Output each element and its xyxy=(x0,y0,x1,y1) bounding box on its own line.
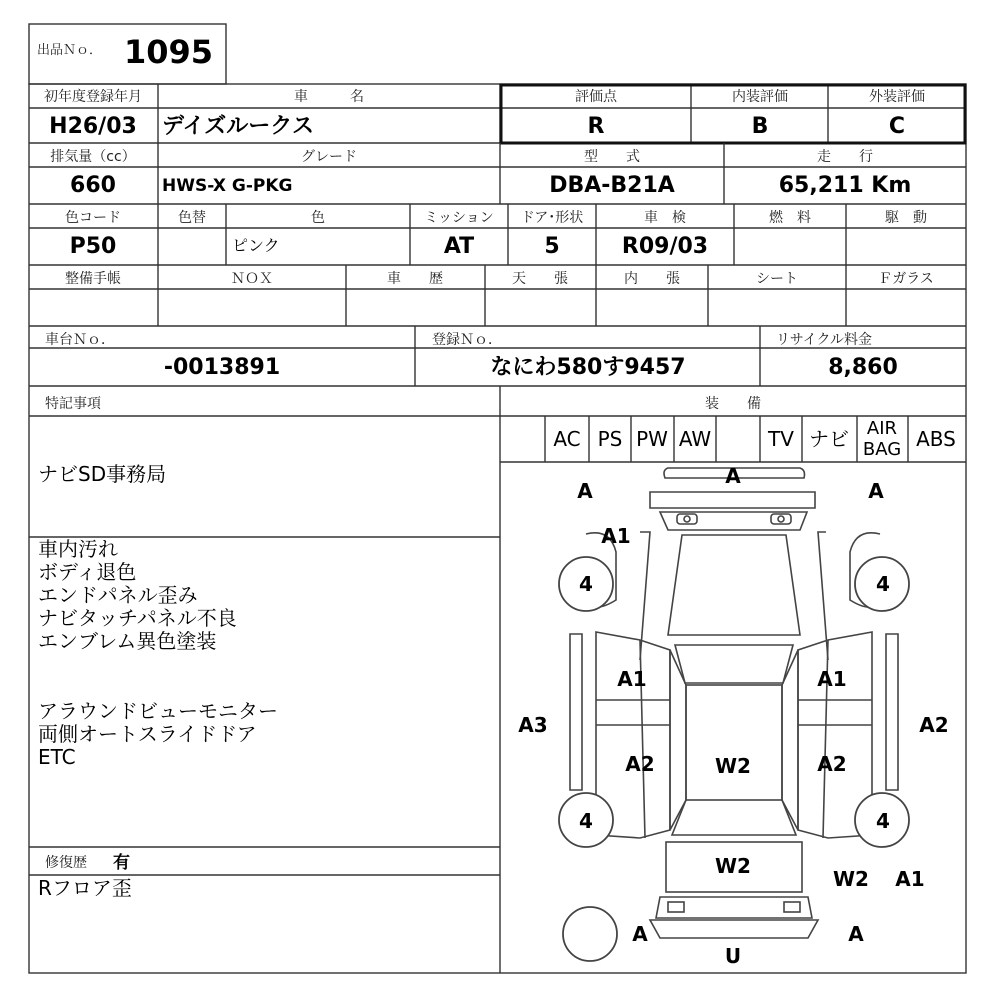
damage-rear-bottom: U xyxy=(724,944,742,968)
inspection-value: R09/03 xyxy=(621,234,709,259)
inspection-label: 車 検 xyxy=(644,210,686,226)
damage-door-right-lower: A2 xyxy=(817,752,847,776)
history-label: 車 歴 xyxy=(387,271,443,287)
plate-value: なにわ580す9457 xyxy=(490,355,686,380)
nox-label: ＮＯＸ xyxy=(231,271,273,287)
notes-label: 特記事項 xyxy=(45,396,101,412)
notes-line: エンドパネル歪み xyxy=(38,583,198,607)
damage-front-left: A xyxy=(577,479,593,503)
equipment-item-abs: ABS xyxy=(916,427,956,451)
damage-tire-rear-left: 4 xyxy=(579,809,593,833)
door-label: ドア･形状 xyxy=(520,210,584,226)
equipment-item-navi: ナビ xyxy=(809,427,849,451)
plate-label: 登録Ｎｏ． xyxy=(432,332,502,348)
damage-tire-front-left: 4 xyxy=(579,572,593,596)
equipment-item-ps: PS xyxy=(597,427,623,451)
recycle-value: 8,860 xyxy=(828,355,898,380)
recycle-label: リサイクル料金 xyxy=(776,332,873,348)
equipment-item-airbag: AIR BAG xyxy=(862,418,902,460)
notes-line: 両側オートスライドドア xyxy=(38,722,257,746)
reg-year: H26/03 xyxy=(49,114,137,139)
grade-value: HWS-X G-PKG xyxy=(162,176,293,196)
interior-value: B xyxy=(751,114,769,139)
color-code-value: P50 xyxy=(69,234,117,259)
notes-line: ナビタッチパネル不良 xyxy=(38,606,237,630)
car-name-label: 車 名 xyxy=(294,89,364,105)
drive-label: 駆 動 xyxy=(885,210,927,226)
repair-value: 有 xyxy=(113,853,130,873)
mission-value: AT xyxy=(443,234,475,259)
notes-line: アラウンドビューモニター xyxy=(38,699,278,723)
notes-list-a xyxy=(38,537,237,653)
color-code-label: 色コード xyxy=(65,210,121,226)
reg-year-label: 初年度登録年月 xyxy=(44,89,142,105)
ceiling-label: 天 張 xyxy=(512,271,568,287)
notes-top-line: ナビSD事務局 xyxy=(38,462,167,486)
exterior-value: C xyxy=(888,114,906,139)
grade-label: グレード xyxy=(301,149,357,165)
notes-line: ETC xyxy=(38,745,76,769)
damage-side-right: A2 xyxy=(919,713,949,737)
chassis-value: -0013891 xyxy=(163,355,281,380)
chassis-label: 車台Ｎｏ． xyxy=(45,332,115,348)
sheet-frame xyxy=(29,84,966,973)
car-name: デイズルークス xyxy=(162,114,315,139)
exterior-label: 外装評価 xyxy=(869,89,925,105)
damage-rear-glass: W2 xyxy=(715,854,751,878)
score-value: R xyxy=(587,114,605,139)
damage-door-left-upper: A1 xyxy=(617,667,647,691)
color-value: ピンク xyxy=(232,236,280,255)
damage-front-right: A xyxy=(868,479,884,503)
damage-rear-right-w: W2 xyxy=(833,867,869,891)
fglass-label: Ｆガラス xyxy=(878,271,934,287)
interior-label: 内装評価 xyxy=(732,89,788,105)
door-value: 5 xyxy=(544,234,560,259)
equipment-item-ac: AC xyxy=(553,427,581,451)
notes-list-b xyxy=(38,699,278,769)
inner-label: 内 張 xyxy=(624,271,680,287)
equipment-item-aw: AW xyxy=(678,427,712,451)
damage-tire-front-right: 4 xyxy=(876,572,890,596)
damage-door-right-upper: A1 xyxy=(817,667,847,691)
notes-line: 車内汚れ xyxy=(38,537,118,561)
displacement-label: 排気量（cc） xyxy=(50,149,136,165)
equipment-item-pw: PW xyxy=(636,427,668,451)
model-value: DBA-B21A xyxy=(549,173,675,198)
service-book-label: 整備手帳 xyxy=(65,271,121,287)
damage-rear-left: A xyxy=(632,922,648,946)
notes-line: ボディ退色 xyxy=(38,560,137,584)
damage-rear-right: A xyxy=(848,922,864,946)
score-label: 評価点 xyxy=(575,89,617,105)
equipment-label: 装 備 xyxy=(705,396,761,412)
damage-door-left-lower: A2 xyxy=(625,752,655,776)
damage-side-left: A3 xyxy=(518,713,548,737)
lot-label: 出品Ｎｏ． xyxy=(37,43,103,58)
model-label: 型 式 xyxy=(584,149,640,165)
lot-number: 1095 xyxy=(124,33,214,71)
fuel-label: 燃 料 xyxy=(769,210,811,226)
notes-line: エンブレム異色塗装 xyxy=(38,629,217,653)
mileage-label: 走 行 xyxy=(817,149,873,165)
color-label: 色 xyxy=(311,210,325,226)
equipment-item-tv: TV xyxy=(768,427,794,451)
damage-tire-rear-right: 4 xyxy=(876,809,890,833)
repair-detail: Rフロア歪 xyxy=(38,876,132,900)
damage-rear-right-a: A1 xyxy=(895,867,925,891)
damage-front-fender: A1 xyxy=(601,524,631,548)
repaint-label: 色替 xyxy=(178,210,206,226)
mission-label: ミッション xyxy=(424,210,494,226)
repair-label: 修復歴 xyxy=(45,855,87,871)
displacement-value: 660 xyxy=(70,173,116,198)
damage-front-center: A xyxy=(725,464,741,488)
mileage-value: 65,211 Km xyxy=(778,173,912,198)
seat-label: シート xyxy=(756,271,798,287)
damage-roof: W2 xyxy=(715,754,751,778)
